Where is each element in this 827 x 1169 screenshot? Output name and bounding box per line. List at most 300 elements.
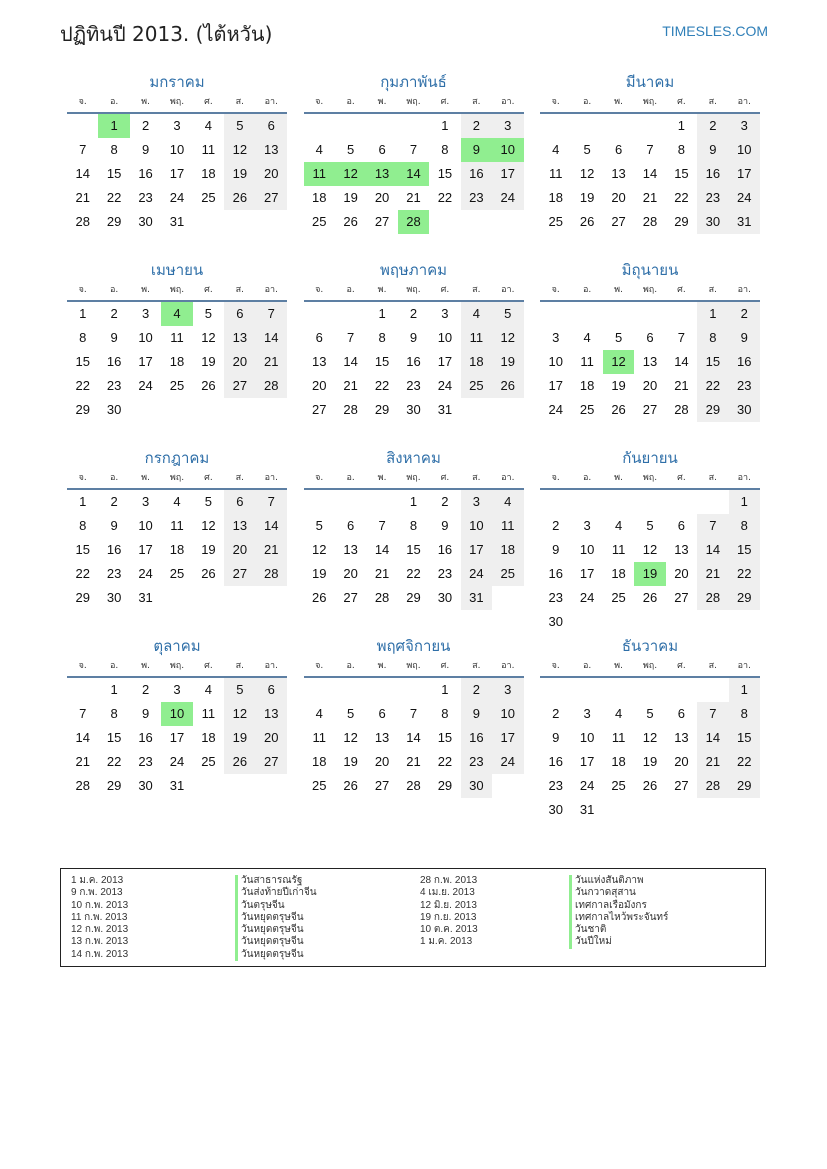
weekday-label: พฤ. bbox=[169, 473, 185, 483]
day-cell: 25 bbox=[492, 562, 523, 586]
holiday-name: วันตรุษจีน bbox=[235, 900, 317, 912]
day-cell: 6 bbox=[677, 706, 686, 721]
weekday-label: ศ. bbox=[440, 285, 450, 295]
day-cell: 6 bbox=[378, 706, 386, 721]
day-cell: 22 bbox=[674, 190, 689, 205]
day-cell: 29 bbox=[75, 402, 90, 417]
day-cell: 9 bbox=[409, 330, 418, 345]
day-cell: 17 bbox=[437, 354, 453, 369]
day-cell: 3 bbox=[173, 682, 181, 697]
day-cell: 26 bbox=[343, 214, 358, 229]
weekday-label: ส. bbox=[235, 661, 245, 671]
weekday-label: จ. bbox=[551, 97, 560, 107]
month-days bbox=[304, 302, 524, 422]
holiday-name: วันส่งท้ายปีเก่าจีน bbox=[235, 887, 317, 899]
day-cell: 17 bbox=[579, 754, 595, 769]
day-cell: 14 bbox=[697, 538, 728, 562]
holiday-date: 4 เม.ย. 2013 bbox=[420, 887, 475, 899]
day-cell: 23 bbox=[106, 378, 122, 393]
weekday-label: ส. bbox=[472, 285, 481, 295]
day-cell: 26 bbox=[224, 750, 255, 774]
weekday-header bbox=[67, 94, 287, 114]
month-name: มกราคม bbox=[149, 73, 205, 91]
day-cell: 18 bbox=[611, 566, 626, 581]
day-cell: 13 bbox=[642, 354, 658, 369]
weekday-label: อ. bbox=[582, 285, 592, 295]
day-cell: 16 bbox=[461, 162, 492, 186]
day-cell: 15 bbox=[374, 354, 390, 369]
day-cell: 15 bbox=[75, 542, 90, 557]
day-cell: 5 bbox=[614, 330, 623, 345]
day-cell: 30 bbox=[729, 398, 760, 422]
page-title: ปฏิทินปี 2013. (ไต้หวัน) bbox=[60, 22, 273, 46]
day-cell: 23 bbox=[461, 186, 492, 210]
day-cell: 9 bbox=[697, 138, 728, 162]
day-cell: 15 bbox=[729, 726, 760, 750]
day-cell: 9 bbox=[729, 326, 760, 350]
day-cell: 1 bbox=[110, 682, 118, 697]
month-name: พฤศจิกายน bbox=[376, 637, 451, 655]
day-cell: 7 bbox=[697, 702, 728, 726]
holiday-day-cell: 19 bbox=[634, 562, 665, 586]
empty-day-cell bbox=[304, 490, 335, 514]
day-cell: 15 bbox=[437, 730, 453, 745]
day-cell: 26 bbox=[224, 186, 255, 210]
month-name: พฤษภาคม bbox=[379, 261, 448, 279]
day-cell: 31 bbox=[169, 778, 185, 793]
day-cell: 15 bbox=[106, 730, 122, 745]
holiday-date: 1 ม.ค. 2013 bbox=[420, 936, 473, 948]
day-cell: 16 bbox=[106, 542, 122, 557]
empty-day-cell bbox=[540, 302, 571, 326]
empty-day-cell bbox=[571, 678, 602, 702]
day-cell: 25 bbox=[611, 778, 626, 793]
empty-day-cell bbox=[634, 490, 665, 514]
year-calendar-grid bbox=[67, 70, 760, 822]
day-cell: 19 bbox=[343, 190, 358, 205]
weekday-label: ศ. bbox=[677, 285, 686, 295]
day-cell: 4 bbox=[552, 142, 560, 157]
day-cell: 1 bbox=[79, 306, 87, 321]
weekday-label: ส. bbox=[235, 97, 245, 107]
day-cell: 27 bbox=[611, 214, 626, 229]
day-cell: 27 bbox=[224, 374, 255, 398]
day-cell: 8 bbox=[697, 326, 728, 350]
day-cell: 20 bbox=[311, 378, 327, 393]
day-cell: 6 bbox=[224, 490, 255, 514]
empty-day-cell bbox=[697, 678, 728, 702]
weekday-label: ส. bbox=[472, 473, 481, 483]
weekday-label: อา. bbox=[501, 97, 515, 107]
holiday-day-cell: 28 bbox=[398, 210, 429, 234]
weekday-label: อ. bbox=[109, 285, 119, 295]
day-cell: 28 bbox=[674, 402, 689, 417]
day-cell: 24 bbox=[579, 778, 595, 793]
day-cell: 16 bbox=[697, 162, 728, 186]
weekday-label: อ. bbox=[109, 473, 119, 483]
day-cell: 23 bbox=[461, 750, 492, 774]
weekday-label: จ. bbox=[315, 285, 324, 295]
weekday-label: จ. bbox=[551, 661, 560, 671]
day-cell: 20 bbox=[256, 726, 287, 750]
day-cell: 19 bbox=[611, 378, 626, 393]
day-cell: 7 bbox=[79, 706, 87, 721]
weekday-label: จ. bbox=[551, 473, 560, 483]
day-cell: 22 bbox=[106, 190, 122, 205]
day-cell: 10 bbox=[138, 330, 153, 345]
day-cell: 5 bbox=[204, 306, 213, 321]
weekday-label: อา. bbox=[737, 661, 751, 671]
day-cell: 26 bbox=[201, 378, 216, 393]
weekday-label: ส. bbox=[472, 97, 481, 107]
month-calendar bbox=[540, 446, 760, 634]
day-cell: 4 bbox=[315, 706, 323, 721]
weekday-label: ศ. bbox=[677, 661, 686, 671]
day-cell: 14 bbox=[256, 514, 287, 538]
holiday-date: 9 ก.พ. 2013 bbox=[71, 887, 123, 899]
day-cell: 13 bbox=[374, 730, 390, 745]
empty-day-cell bbox=[697, 490, 728, 514]
empty-day-cell bbox=[571, 114, 602, 138]
weekday-header bbox=[304, 94, 524, 114]
day-cell: 6 bbox=[677, 518, 686, 533]
day-cell: 20 bbox=[374, 190, 390, 205]
day-cell: 26 bbox=[642, 778, 658, 793]
day-cell: 15 bbox=[406, 542, 421, 557]
day-cell: 6 bbox=[315, 330, 323, 345]
day-cell: 28 bbox=[697, 774, 728, 798]
empty-day-cell bbox=[603, 302, 634, 326]
weekday-label: พ. bbox=[614, 97, 623, 107]
day-cell: 8 bbox=[378, 330, 386, 345]
month-calendar bbox=[540, 258, 760, 446]
day-cell: 14 bbox=[374, 542, 390, 557]
month-name: มีนาคม bbox=[625, 73, 675, 91]
day-cell: 4 bbox=[492, 490, 523, 514]
day-cell: 25 bbox=[169, 566, 185, 581]
day-cell: 27 bbox=[343, 590, 358, 605]
day-cell: 2 bbox=[552, 706, 560, 721]
day-cell: 6 bbox=[614, 142, 623, 157]
day-cell: 16 bbox=[548, 754, 563, 769]
day-cell: 18 bbox=[311, 754, 327, 769]
month-name: กันยายน bbox=[622, 449, 678, 467]
weekday-header bbox=[67, 658, 287, 678]
day-cell: 30 bbox=[461, 774, 492, 798]
day-cell: 4 bbox=[173, 494, 181, 509]
day-cell: 16 bbox=[406, 354, 421, 369]
day-cell: 13 bbox=[224, 326, 255, 350]
day-cell: 26 bbox=[642, 590, 658, 605]
weekday-label: อ. bbox=[109, 661, 119, 671]
weekday-label: อา. bbox=[264, 285, 278, 295]
day-cell: 27 bbox=[256, 186, 287, 210]
day-cell: 23 bbox=[548, 590, 563, 605]
day-cell: 22 bbox=[75, 378, 90, 393]
weekday-label: จ. bbox=[315, 473, 324, 483]
empty-day-cell bbox=[398, 114, 429, 138]
weekday-label: จ. bbox=[315, 661, 324, 671]
day-cell: 28 bbox=[642, 214, 658, 229]
day-cell: 8 bbox=[110, 706, 118, 721]
day-cell: 24 bbox=[169, 190, 185, 205]
holiday-date: 12 มิ.ย. 2013 bbox=[420, 899, 477, 911]
month-calendar bbox=[540, 634, 760, 822]
day-cell: 25 bbox=[201, 190, 216, 205]
day-cell: 22 bbox=[75, 566, 90, 581]
weekday-label: พ. bbox=[377, 285, 387, 295]
day-cell: 12 bbox=[492, 326, 523, 350]
day-cell: 14 bbox=[256, 326, 287, 350]
day-cell: 30 bbox=[106, 590, 122, 605]
day-cell: 10 bbox=[579, 542, 595, 557]
day-cell: 17 bbox=[138, 542, 153, 557]
day-cell: 28 bbox=[406, 778, 421, 793]
holiday-day-cell: 9 bbox=[461, 138, 492, 162]
day-cell: 30 bbox=[406, 402, 421, 417]
day-cell: 21 bbox=[343, 378, 358, 393]
day-cell: 23 bbox=[437, 566, 453, 581]
holiday-day-cell: 12 bbox=[603, 350, 634, 374]
day-cell: 9 bbox=[441, 518, 449, 533]
day-cell: 5 bbox=[347, 706, 355, 721]
holiday-name: วันปีใหม่ bbox=[569, 936, 668, 948]
weekday-label: พฤ. bbox=[642, 97, 658, 107]
holiday-day-cell: 12 bbox=[335, 162, 366, 186]
day-cell: 6 bbox=[347, 518, 355, 533]
day-cell: 19 bbox=[343, 754, 358, 769]
day-cell: 31 bbox=[729, 210, 760, 234]
weekday-label: อา. bbox=[501, 473, 515, 483]
day-cell: 2 bbox=[441, 494, 449, 509]
day-cell: 20 bbox=[343, 566, 358, 581]
month-name: สิงหาคม bbox=[386, 449, 441, 467]
weekday-header bbox=[540, 94, 760, 114]
day-cell: 22 bbox=[437, 754, 453, 769]
day-cell: 9 bbox=[461, 702, 492, 726]
month-name: กรกฎาคม bbox=[144, 449, 210, 467]
weekday-label: พฤ. bbox=[642, 285, 658, 295]
day-cell: 5 bbox=[583, 142, 591, 157]
weekday-label: พฤ. bbox=[406, 473, 421, 483]
day-cell: 24 bbox=[729, 186, 760, 210]
holiday-date: 28 ก.พ. 2013 bbox=[420, 875, 478, 886]
day-cell: 8 bbox=[441, 142, 449, 157]
empty-day-cell bbox=[335, 114, 366, 138]
day-cell: 14 bbox=[406, 730, 421, 745]
month-days bbox=[67, 302, 287, 422]
day-cell: 13 bbox=[674, 542, 689, 557]
day-cell: 21 bbox=[256, 538, 287, 562]
day-cell: 21 bbox=[75, 754, 90, 769]
day-cell: 7 bbox=[409, 706, 418, 721]
month-days bbox=[67, 678, 287, 798]
day-cell: 8 bbox=[441, 706, 449, 721]
holiday-day-cell: 11 bbox=[304, 162, 335, 186]
day-cell: 9 bbox=[552, 542, 560, 557]
weekday-label: อา. bbox=[501, 285, 515, 295]
day-cell: 31 bbox=[169, 214, 185, 229]
weekday-label: ศ. bbox=[204, 285, 213, 295]
day-cell: 19 bbox=[224, 726, 255, 750]
day-cell: 29 bbox=[697, 398, 728, 422]
day-cell: 20 bbox=[224, 350, 255, 374]
day-cell: 6 bbox=[224, 302, 255, 326]
day-cell: 18 bbox=[492, 538, 523, 562]
empty-day-cell bbox=[304, 302, 335, 326]
holiday-date: 19 ก.ย. 2013 bbox=[420, 911, 477, 923]
day-cell: 28 bbox=[75, 214, 90, 229]
day-cell: 28 bbox=[697, 586, 728, 610]
day-cell: 8 bbox=[110, 142, 118, 157]
weekday-label: ส. bbox=[708, 661, 718, 671]
day-cell: 2 bbox=[110, 306, 118, 321]
day-cell: 27 bbox=[674, 590, 689, 605]
day-cell: 17 bbox=[492, 726, 523, 750]
month-calendar bbox=[67, 634, 287, 822]
day-cell: 19 bbox=[201, 542, 216, 557]
weekday-label: พ. bbox=[377, 473, 387, 483]
day-cell: 4 bbox=[614, 518, 623, 533]
holiday-names-column-2 bbox=[569, 875, 668, 949]
brand-link[interactable]: TIMESLES.COM bbox=[662, 23, 768, 39]
weekday-label: พฤ. bbox=[642, 661, 658, 671]
empty-day-cell bbox=[335, 490, 366, 514]
day-cell: 19 bbox=[642, 754, 658, 769]
day-cell: 29 bbox=[106, 214, 122, 229]
day-cell: 11 bbox=[201, 706, 216, 721]
day-cell: 2 bbox=[110, 494, 118, 509]
month-days bbox=[304, 678, 524, 798]
month-calendar bbox=[304, 446, 524, 634]
day-cell: 22 bbox=[437, 190, 453, 205]
day-cell: 29 bbox=[674, 214, 689, 229]
day-cell: 20 bbox=[674, 566, 689, 581]
day-cell: 27 bbox=[256, 750, 287, 774]
day-cell: 18 bbox=[201, 166, 216, 181]
empty-day-cell bbox=[335, 678, 366, 702]
empty-day-cell bbox=[540, 678, 571, 702]
day-cell: 3 bbox=[141, 306, 150, 321]
day-cell: 21 bbox=[697, 750, 728, 774]
day-cell: 11 bbox=[201, 142, 216, 157]
day-cell: 17 bbox=[492, 162, 523, 186]
day-cell: 10 bbox=[461, 514, 492, 538]
weekday-label: อา. bbox=[501, 661, 515, 671]
day-cell: 29 bbox=[75, 590, 90, 605]
day-cell: 10 bbox=[548, 354, 563, 369]
day-cell: 12 bbox=[343, 730, 358, 745]
day-cell: 5 bbox=[224, 678, 255, 702]
weekday-label: ส. bbox=[235, 285, 245, 295]
day-cell: 11 bbox=[548, 166, 563, 181]
month-name: มิถุนายน bbox=[621, 261, 679, 279]
day-cell: 2 bbox=[461, 678, 492, 702]
month-calendar bbox=[304, 634, 524, 822]
day-cell: 1 bbox=[79, 494, 87, 509]
day-cell: 11 bbox=[611, 730, 626, 745]
holiday-name: เทศกาลไหว้พระจันทร์ bbox=[569, 912, 668, 924]
day-cell: 13 bbox=[611, 166, 626, 181]
holiday-day-cell: 14 bbox=[398, 162, 429, 186]
day-cell: 5 bbox=[492, 302, 523, 326]
day-cell: 9 bbox=[110, 330, 118, 345]
day-cell: 12 bbox=[224, 138, 255, 162]
day-cell: 19 bbox=[224, 162, 255, 186]
empty-day-cell bbox=[666, 678, 697, 702]
day-cell: 27 bbox=[374, 778, 390, 793]
day-cell: 10 bbox=[169, 142, 185, 157]
weekday-label: จ. bbox=[78, 97, 87, 107]
weekday-label: พ. bbox=[614, 473, 623, 483]
day-cell: 17 bbox=[169, 730, 185, 745]
day-cell: 19 bbox=[579, 190, 595, 205]
day-cell: 20 bbox=[256, 162, 287, 186]
day-cell: 26 bbox=[343, 778, 358, 793]
day-cell: 18 bbox=[461, 350, 492, 374]
day-cell: 3 bbox=[583, 518, 591, 533]
day-cell: 22 bbox=[729, 562, 760, 586]
day-cell: 29 bbox=[374, 402, 390, 417]
holiday-name: เทศกาลเรือมังกร bbox=[569, 900, 668, 912]
day-cell: 14 bbox=[642, 166, 658, 181]
day-cell: 19 bbox=[492, 350, 523, 374]
day-cell: 18 bbox=[169, 354, 185, 369]
day-cell: 2 bbox=[461, 114, 492, 138]
day-cell: 27 bbox=[311, 402, 327, 417]
day-cell: 28 bbox=[256, 562, 287, 586]
day-cell: 23 bbox=[729, 374, 760, 398]
day-cell: 12 bbox=[224, 702, 255, 726]
day-cell: 26 bbox=[579, 214, 595, 229]
day-cell: 17 bbox=[169, 166, 185, 181]
weekday-label: ศ. bbox=[204, 661, 213, 671]
day-cell: 28 bbox=[343, 402, 358, 417]
month-name: เมษายน bbox=[150, 261, 204, 279]
day-cell: 24 bbox=[437, 378, 453, 393]
day-cell: 23 bbox=[138, 754, 153, 769]
day-cell: 9 bbox=[141, 142, 150, 157]
day-cell: 14 bbox=[674, 354, 689, 369]
day-cell: 22 bbox=[697, 374, 728, 398]
day-cell: 12 bbox=[201, 330, 216, 345]
day-cell: 18 bbox=[548, 190, 563, 205]
day-cell: 22 bbox=[406, 566, 421, 581]
empty-day-cell bbox=[304, 114, 335, 138]
day-cell: 1 bbox=[729, 678, 760, 702]
day-cell: 25 bbox=[548, 214, 563, 229]
day-cell: 15 bbox=[697, 350, 728, 374]
holiday-name: วันกวาดสุสาน bbox=[569, 887, 668, 899]
day-cell: 11 bbox=[461, 326, 492, 350]
holiday-name: วันแห่งสันติภาพ bbox=[569, 875, 668, 887]
month-days bbox=[67, 490, 287, 610]
weekday-label: อ. bbox=[346, 285, 355, 295]
day-cell: 25 bbox=[461, 374, 492, 398]
day-cell: 13 bbox=[256, 702, 287, 726]
day-cell: 13 bbox=[674, 730, 689, 745]
day-cell: 15 bbox=[106, 166, 122, 181]
weekday-label: อา. bbox=[737, 285, 751, 295]
day-cell: 24 bbox=[461, 562, 492, 586]
day-cell: 1 bbox=[409, 494, 418, 509]
empty-day-cell bbox=[304, 678, 335, 702]
day-cell: 3 bbox=[729, 114, 760, 138]
month-days bbox=[304, 114, 524, 234]
month-days bbox=[540, 302, 760, 422]
day-cell: 7 bbox=[677, 330, 686, 345]
day-cell: 31 bbox=[437, 402, 453, 417]
